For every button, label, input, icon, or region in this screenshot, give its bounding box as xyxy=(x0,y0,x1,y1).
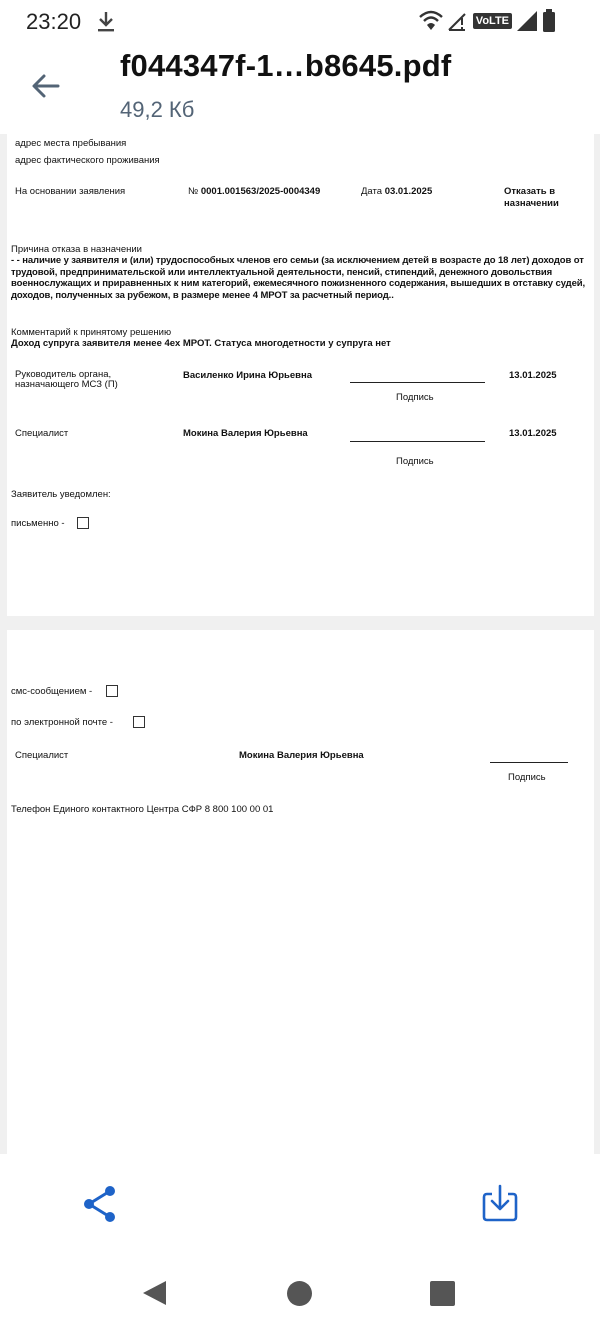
head-signature-caption: Подпись xyxy=(396,392,434,403)
page2-specialist-name: Мокина Валерия Юрьевна xyxy=(239,750,364,761)
system-nav-bar xyxy=(0,1254,600,1332)
back-arrow-icon[interactable] xyxy=(28,68,64,104)
save-to-device-icon[interactable] xyxy=(478,1182,522,1226)
head-name: Василенко Ирина Юрьевна xyxy=(183,370,312,381)
specialist-date: 13.01.2025 xyxy=(509,428,557,439)
download-icon xyxy=(96,10,116,34)
comment-text: Доход супруга заявителя менее 4ех МРОТ. Статуса многодетности у супруга нет xyxy=(11,338,391,349)
app-number-value: 0001.001563/2025-0004349 xyxy=(200,186,321,197)
page2-specialist-role: Специалист xyxy=(15,750,69,761)
status-bar xyxy=(0,0,600,44)
sms-checkbox xyxy=(106,685,118,697)
notified-label: Заявитель уведомлен: xyxy=(11,489,111,500)
email-checkbox xyxy=(133,716,145,728)
page2-signature-caption: Подпись xyxy=(508,772,546,783)
reason-text: - - наличие у заявителя и (или) трудоспособных членов его семьи (за исключением детей в возрасте до 18 лет) доходов от трудовой, предпринимательской или интеллектуальной деятельности, пенсий, стипендий, денежного довольствия военнослужащих и приравненных к ним категорий, ежемесячного пожизненного содержания, вышедших в отставку судей, доходов, полученных за рубежом, в размере менее 4 МРОТ за расчетный период.. xyxy=(11,255,586,301)
stay-address-label: адрес места пребывания xyxy=(15,138,127,149)
pdf-page-2 xyxy=(7,630,594,1154)
actual-address-label: адрес фактического проживания xyxy=(15,155,160,166)
basis-label: На основании заявления xyxy=(15,186,126,197)
specialist-role: Специалист xyxy=(15,428,69,439)
pdf-page-1 xyxy=(7,134,594,616)
app-header xyxy=(0,44,600,134)
pdf-viewer[interactable] xyxy=(0,134,600,1154)
cell-signal-icon xyxy=(516,10,538,32)
signal-nodata-icon xyxy=(447,10,469,32)
decision-text: Отказать в назначении xyxy=(504,186,559,209)
sms-label: смс-сообщением - xyxy=(11,686,93,697)
date-label: Дата xyxy=(361,186,385,197)
battery-icon xyxy=(542,9,556,33)
specialist-name: Мокина Валерия Юрьевна xyxy=(183,428,308,439)
written-label: письменно - xyxy=(11,518,65,529)
head-date: 13.01.2025 xyxy=(509,370,557,381)
nav-back-icon[interactable] xyxy=(140,1278,170,1308)
email-label: по электронной почте - xyxy=(11,717,113,728)
page2-signature-line xyxy=(490,762,568,763)
specialist-signature-line xyxy=(350,441,485,442)
application-number xyxy=(188,186,320,198)
app-number-prefix: № xyxy=(188,186,201,197)
reason-label: Причина отказа в назначении xyxy=(11,244,142,255)
written-checkbox xyxy=(77,517,89,529)
status-time: 23:20 xyxy=(26,9,82,34)
head-signature-line xyxy=(350,382,485,383)
phone-text: Телефон Единого контактного Центра СФР 8 800 100 00 01 xyxy=(11,804,274,815)
date-value: 03.01.2025 xyxy=(384,186,433,197)
head-role: Руководитель органа, назначающего МСЗ (П) xyxy=(15,369,118,390)
share-icon[interactable] xyxy=(78,1182,122,1226)
specialist-signature-caption: Подпись xyxy=(396,456,434,467)
bottom-actions xyxy=(0,1154,600,1254)
wifi-icon xyxy=(419,10,443,32)
status-icons xyxy=(419,9,556,33)
application-date xyxy=(361,186,432,198)
nav-recents-icon[interactable] xyxy=(430,1281,455,1306)
comment-label: Комментарий к принятому решению xyxy=(11,327,172,338)
volte-badge: VoLTE xyxy=(473,13,512,29)
file-size: 49,2 Кб xyxy=(120,97,195,122)
nav-home-icon[interactable] xyxy=(287,1281,312,1306)
file-name: f044347f-1…b8645.pdf xyxy=(120,48,452,83)
